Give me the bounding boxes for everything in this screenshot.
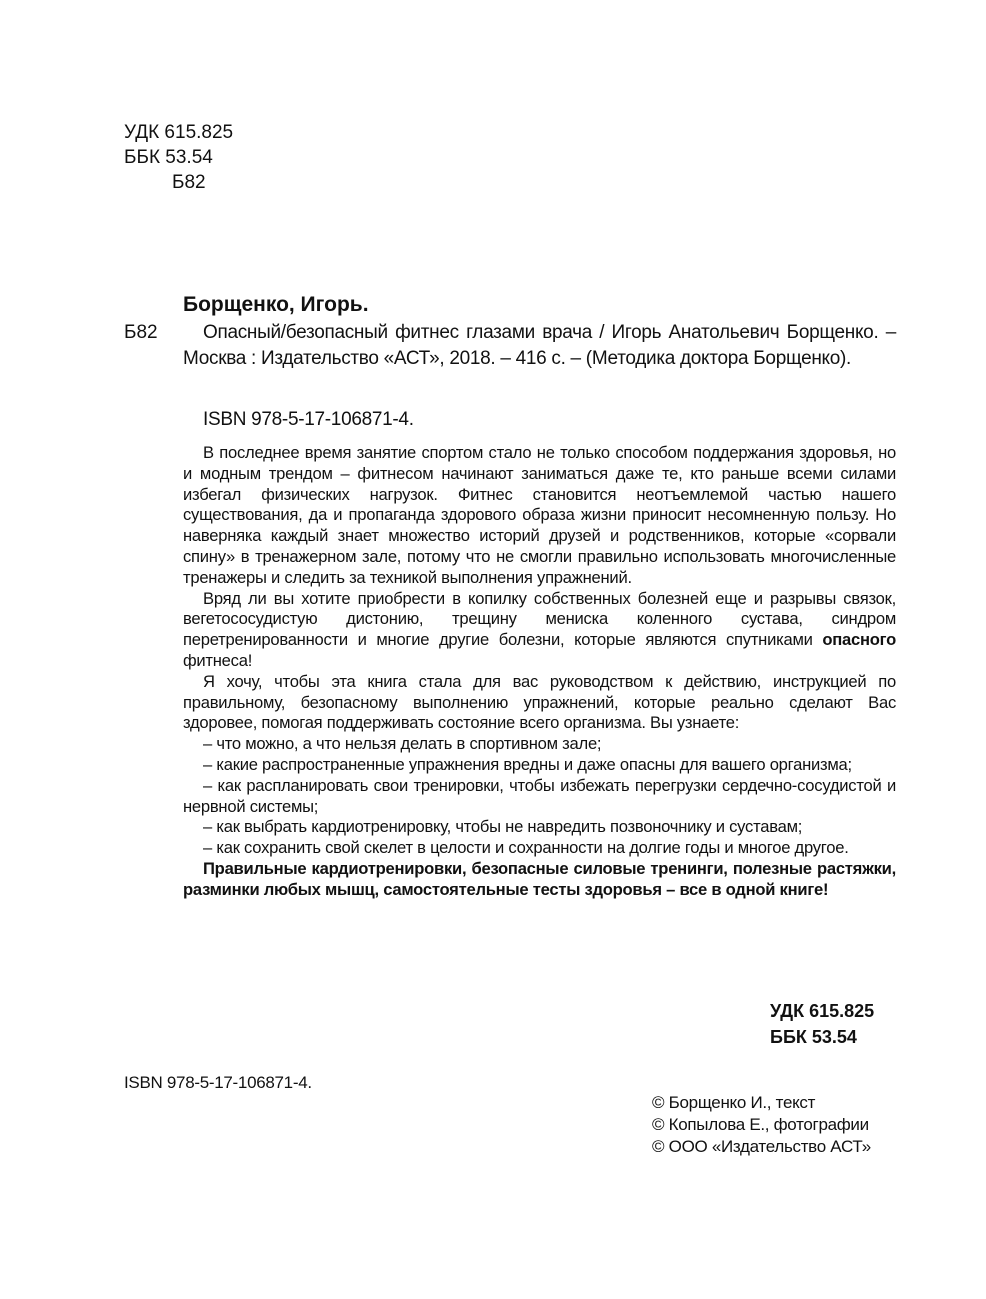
bbk-code-bottom: ББК 53.54	[770, 1027, 857, 1047]
copyright-line: © ООО «Издательство АСТ»	[652, 1137, 871, 1156]
bibliographic-description-text: Опасный/безопасный фитнес глазами врача / Игорь Анатольевич Борщенко. – Москва : Издательство «АСТ», 2018. – 416 с. – (Методика доктора Борщенко).	[183, 322, 896, 369]
bibliographic-description	[183, 320, 896, 372]
classification-codes-top	[124, 120, 233, 195]
bbk-code: ББК 53.54	[124, 147, 213, 168]
list-item: – какие распространенные упражнения вредны и даже опасны для вашего организма;	[203, 754, 852, 774]
copyright-line: © Борщенко И., текст	[652, 1093, 816, 1112]
classification-codes-bottom	[770, 998, 874, 1050]
paragraph-2-text: Вряд ли вы хотите приобрести в копилку собственных болезней еще и разрывы связок, вегетососудистую дистонию, трещину мениска коленного сустава, синдром перетренированности и многие другие болезни, которые являются спутниками	[183, 588, 896, 650]
author-mark: Б82	[172, 172, 206, 193]
author-heading: Борщенко, Игорь.	[183, 293, 369, 316]
annotation-closing: Правильные кардиотренировки, безопасные силовые тренинги, полезные растяжки, разминки любых мышц, самостоятельные тесты здоровья – все в одной книге!	[183, 858, 896, 899]
list-item: – как выбрать кардиотренировку, чтобы не навредить позвоночнику и суставам;	[203, 817, 803, 837]
list-item: – как сохранить свой скелет в целости и сохранности на долгие годы и многое другое.	[203, 838, 849, 858]
paragraph-2-end: фитнеса!	[183, 650, 253, 670]
copyright-line: © Копылова Е., фотографии	[652, 1115, 869, 1134]
list-item: – как распланировать свои тренировки, чтобы избежать перегрузки сердечно-сосудистой и нервной системы;	[183, 775, 896, 816]
author-mark-inline: Б82	[124, 322, 158, 343]
isbn-record: ISBN 978-5-17-106871-4.	[203, 409, 414, 430]
annotation	[183, 443, 896, 901]
emphasis-dangerous: опасного	[822, 630, 896, 650]
annotation-paragraph-2	[183, 589, 896, 672]
udk-code: УДК 615.825	[124, 122, 234, 143]
udk-code-bottom: УДК 615.825	[770, 1001, 875, 1021]
annotation-paragraph-3: Я хочу, чтобы эта книга стала для вас руководством к действию, инструкцией по правильному, безопасному выполнению упражнений, которые реально сделают Вас здоровее, помогая поддерживать состояние всего организма. Вы узнаете:	[183, 671, 896, 733]
annotation-paragraph-1: В последнее время занятие спортом стало не только способом поддержания здоровья, но и модным трендом – фитнесом начинают заниматься даже те, кто раньше всеми силами избегал физических нагрузок. Фитнес становится неотъемлемой частью нашего существования, да и пропаганда здорового образа жизни приносит несомненную пользу. Но наверняка каждый знает множество историй друзей и родственников, которые «сорвали спину» в тренажерном зале, потому что не смогли правильно использовать многочисленные тренажеры и следить за техникой выполнения упражнений.	[183, 443, 896, 587]
isbn-footer: ISBN 978-5-17-106871-4.	[124, 1073, 312, 1092]
list-item: – что можно, а что нельзя делать в спортивном зале;	[203, 734, 602, 754]
copyright-block	[652, 1092, 871, 1158]
